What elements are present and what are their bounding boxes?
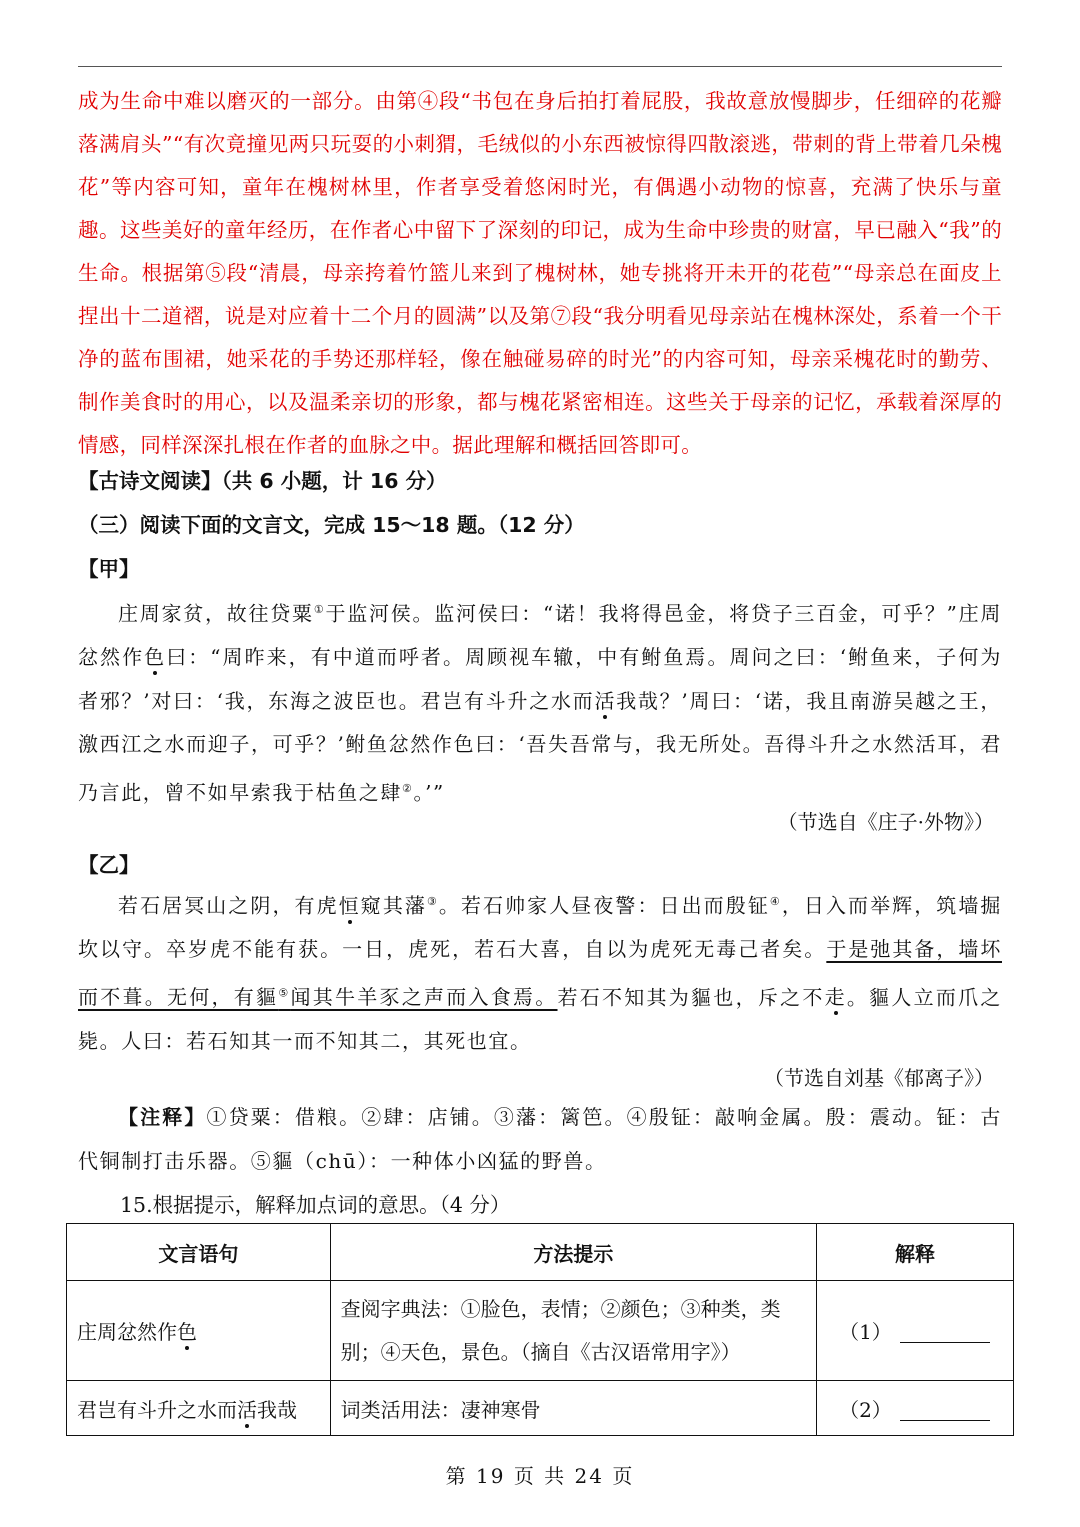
yi-text-1: 若石居冥山之阴，有虎 [118, 893, 339, 918]
sentence-cell [67, 1381, 331, 1436]
yi-source: （节选自刘基《郁离子》） [764, 1066, 994, 1090]
jia-passage [78, 588, 1002, 815]
sub-section-title [78, 508, 1002, 538]
note-ref-3: ③ [426, 895, 439, 908]
sentence-text: 我哉 [257, 1397, 297, 1422]
yi-label: 【乙】 [78, 853, 140, 877]
answer-blank-2[interactable] [900, 1402, 990, 1421]
dotted-word-zou: 走 [824, 985, 847, 1010]
dotted-word-se: 色 [144, 645, 167, 670]
sub-section-text: （三）阅读下面的文言文，完成 15～18 题。（12 分） [78, 513, 585, 537]
yi-text-2: 窥其藩 [360, 893, 427, 918]
dotted-word: 色 [177, 1320, 197, 1344]
note-ref-5: ⑤ [278, 986, 291, 1000]
sentence-text: 庄周忿然作 [77, 1320, 177, 1344]
yi-text-5: 若石不知其为貙也，斥之不 [557, 985, 825, 1010]
notes [78, 1096, 1002, 1183]
table-header: 解释 [817, 1224, 1014, 1281]
jia-source: （节选自《庄子·外物》） [777, 810, 994, 834]
section-title: 【古诗文阅读】（共 6 小题，计 16 分） [78, 469, 447, 493]
question-15: 15.根据提示，解释加点词的意思。（4 分） [120, 1193, 511, 1217]
yi-text-6: 。貙人立而爪之毙。人曰：若石知其一而不知其二，其死也宜。 [78, 985, 1002, 1053]
table-header: 文言语句 [67, 1224, 331, 1281]
table-row [67, 1381, 1014, 1436]
hint-cell: 查阅字典法：①脸色，表情；②颜色；③种类，类别；④天色，景色。（摘自《古汉语常用字》） [330, 1281, 816, 1381]
notes-text: ①贷粟：借粮。②肆：店铺。③藩：篱笆。④殷钲：敲响金属。殷：震动。钲：古代铜制打击乐器。⑤貙（chū）：一种体小凶猛的野兽。 [78, 1105, 1002, 1173]
note-ref-2: ② [402, 781, 414, 795]
jia-label: 【甲】 [78, 557, 140, 581]
dotted-word-huo: 活 [594, 688, 617, 713]
jia-text-1: 庄周家贫，故往贷粟 [118, 601, 314, 626]
question-table [66, 1223, 1014, 1436]
underlined-text-2: 闻其牛羊豕之声而入食焉。 [290, 985, 558, 1010]
answer-blank-1[interactable] [900, 1324, 990, 1343]
underlined-text-1: 于是弛其备，墙坏而不葺。无何，有貙 [78, 937, 1002, 1010]
notes-label: 【注释】 [118, 1105, 207, 1129]
dotted-word: 活 [237, 1397, 257, 1422]
page-footer: 第 19 页 共 24 页 [445, 1464, 635, 1488]
yi-text-3: 。若石帅家人昼夜警：日出而殷钲 [438, 893, 770, 918]
jia-text-4: 我哉？’周曰：‘诺，我且南游吴越之王，激西江之水而迎子，可乎？’鲋鱼忿然作色曰：‘吾失吾常与，我无所处。吾得斗升之水然活耳，君乃言此，曾不如早索我于枯鱼之肆 [78, 688, 1002, 805]
answer-label: （1） [839, 1320, 892, 1344]
answer-cell [817, 1381, 1014, 1436]
table-row [67, 1281, 1014, 1381]
jia-text-5: 。’” [413, 780, 445, 805]
jia-text-3: 曰：“周昨来，有中道而呼者。周顾视车辙，中有鲋鱼焉。周问之曰：‘鲋鱼来，子何为者邪？’对曰：‘我，东海之波臣也。君岂有斗升之水而 [78, 645, 1002, 713]
yi-passage [78, 880, 1002, 1063]
yi-text-4: ，日入而举辉，筑墙掘坎以守。卒岁虎不能有获。一日，虎死，若石大喜，自以为虎死无毒己者矣。 [78, 893, 1003, 962]
answer-cell [817, 1281, 1014, 1381]
jia-text-2: 于监河侯。监河侯曰：“诺！我将得邑金，将贷子三百金，可乎？”庄周忿然作 [78, 601, 1002, 670]
top-rule [78, 66, 1002, 67]
hint-cell: 词类活用法：凄神寒骨 [330, 1381, 816, 1436]
sentence-cell [67, 1281, 331, 1381]
note-ref-4: ④ [769, 895, 782, 908]
sentence-text: 君岂有斗升之水而 [77, 1397, 237, 1422]
answer-explanation: 成为生命中难以磨灭的一部分。由第④段“书包在身后拍打着屁股，我故意放慢脚步，任细碎的花瓣落满肩头”“有次竟撞见两只玩耍的小刺猬，毛绒似的小东西被惊得四散滚逃，带刺的背上带着几朵槐花”等内容可知，童年在槐树林里，作者享受着悠闲时光，有偶遇小动物的惊喜，充满了快乐与童趣。这些美好的童年经历，在作者心中留下了深刻的印记，成为生命中珍贵的财富，早已融入“我”的生命。根据第⑤段“清晨，母亲挎着竹篮儿来到了槐树林，她专挑将开未开的花苞”“母亲总在面皮上捏出十二道褶，说是对应着十二个月的圆满”以及第⑦段“我分明看见母亲站在槐林深处，系着一个干净的蓝布围裙，她采花的手势还那样轻，像在触碰易碎的时光”的内容可知，母亲采槐花时的勤劳、制作美食时的用心，以及温柔亲切的形象，都与槐花紧密相连。这些关于母亲的记忆，承载着深厚的情感，同样深深扎根在作者的血脉之中。据此理解和概括回答即可。 [78, 89, 1002, 457]
table-header: 方法提示 [330, 1224, 816, 1281]
table-header-row [67, 1224, 1014, 1281]
note-ref-1: ① [313, 603, 326, 616]
dotted-word-heng: 恒 [338, 893, 361, 918]
answer-label: （2） [839, 1397, 892, 1422]
